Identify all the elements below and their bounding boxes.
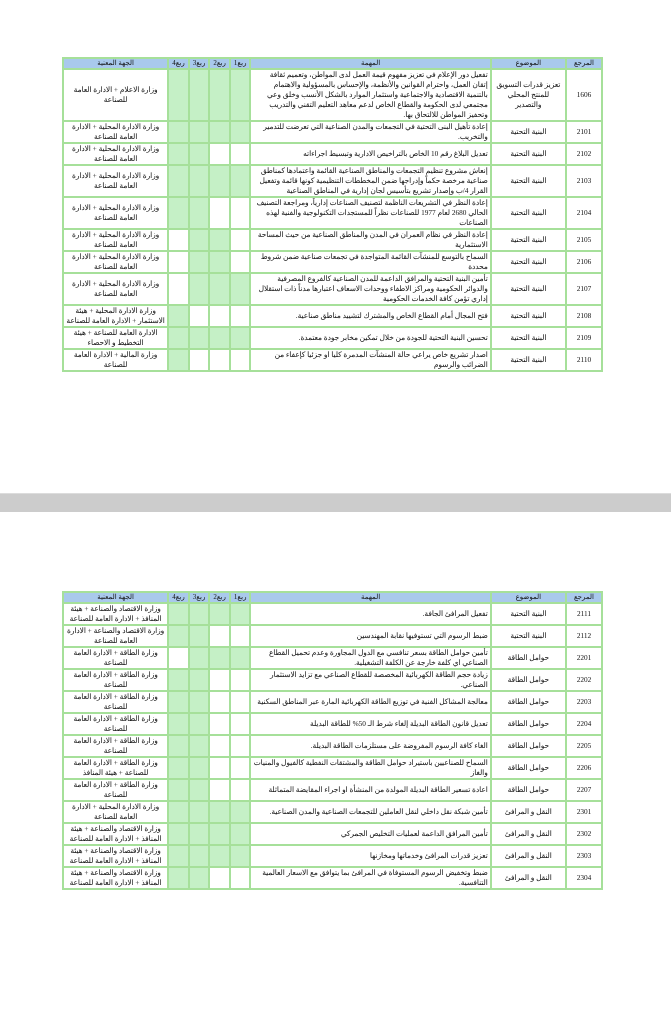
header-task: المهمة [251, 593, 489, 602]
quarter-cell-q4-empty [169, 274, 188, 304]
table-row [64, 868, 601, 888]
row-task: تأمين شبكة نقل داخلي لنقل العاملين للتجمعات الصناعية والمدن الصناعية. [251, 802, 489, 822]
row-task: السماح للصناعيين باستيراد حوامل الطاقة والمشتقات النفطية كالفيول والمنيات والغاز [251, 758, 489, 778]
row-responsible-agency: وزارة الادارة المحلية + الادارة العامة للصناعة [64, 198, 167, 228]
row-responsible-agency: وزارة المالية + الادارة العامة للصناعة [64, 350, 167, 370]
quarter-cell-q3-scheduled [190, 626, 209, 646]
row-ref-number: 2102 [567, 144, 601, 164]
quarter-cell-q2-scheduled [210, 328, 229, 348]
page-separator [0, 493, 671, 512]
row-ref-number: 2112 [567, 626, 601, 646]
row-ref-number: 2107 [567, 274, 601, 304]
row-responsible-agency: وزارة الطاقة + الادارة العامة للصناعة [64, 736, 167, 756]
row-responsible-agency: وزارة الاقتصاد والصناعة + هيئة المنافذ + الادارة العامة للصناعة [64, 604, 167, 624]
quarter-cell-q2-empty [210, 868, 229, 888]
quarter-cell-q2-scheduled [210, 274, 229, 304]
document-page-2 [0, 512, 671, 1024]
row-ref-number: 2103 [567, 166, 601, 196]
quarter-cell-q1-empty [231, 230, 250, 250]
row-task: إعادة النظر في التشريعات الناظمة لتصنيف الصناعات إدارياً، ومراجعة التصنيف الحالي 2680 لعام 1977 للصناعات نظراً للمستجدات التكنولوجية والفنية لهذه الصناعات [251, 198, 489, 228]
row-ref-number: 2207 [567, 780, 601, 800]
row-task: ضبط الرسوم التي تستوفيها نقابة المهندسين [251, 626, 489, 646]
quarter-cell-q4-scheduled [169, 350, 188, 370]
row-ref-number: 2108 [567, 306, 601, 326]
quarter-cell-q3-scheduled [190, 198, 209, 228]
header-ref: المرجع [567, 59, 601, 68]
quarter-cell-q3-empty [190, 306, 209, 326]
quarter-cell-q1-scheduled [231, 802, 250, 822]
row-ref-number: 2301 [567, 802, 601, 822]
header-q1: ربع1 [231, 593, 250, 602]
quarter-cell-q1-empty [231, 692, 250, 712]
row-responsible-agency: وزارة الاعلام + الادارة العامة للصناعة [64, 70, 167, 120]
row-responsible-agency: وزارة الطاقة + الادارة العامة للصناعة [64, 780, 167, 800]
quarter-cell-q2-scheduled [210, 824, 229, 844]
row-topic: البنية التحتية [492, 166, 565, 196]
row-task: تعديل البلاغ رقم 10 الخاص بالتراخيص الادارية وتبسيط اجراءاته [251, 144, 489, 164]
quarter-cell-q1-empty [231, 626, 250, 646]
row-responsible-agency: وزارة الطاقة + الادارة العامة للصناعة [64, 670, 167, 690]
row-responsible-agency: وزارة الادارة المحلية + الادارة العامة للصناعة [64, 230, 167, 250]
table-row [64, 70, 601, 120]
table-header-row [64, 59, 601, 68]
quarter-cell-q2-scheduled [210, 166, 229, 196]
quarter-cell-q2-empty [210, 350, 229, 370]
row-topic: البنية التحتية [492, 122, 565, 142]
row-ref-number: 1606 [567, 70, 601, 120]
header-q4: ربع4 [169, 593, 188, 602]
row-ref-number: 2302 [567, 824, 601, 844]
table-row [64, 626, 601, 646]
table-row [64, 692, 601, 712]
table-row [64, 846, 601, 866]
quarter-cell-q3-scheduled [190, 714, 209, 734]
row-topic: حوامل الطاقة [492, 736, 565, 756]
quarter-cell-q3-scheduled [190, 824, 209, 844]
row-responsible-agency: وزارة الادارة المحلية + الادارة العامة للصناعة [64, 802, 167, 822]
header-q1: ربع1 [231, 59, 250, 68]
row-topic: البنية التحتية [492, 144, 565, 164]
row-task: تأمين حوامل الطاقة بسعر تنافسي مع الدول المجاورة وعدم تحميل القطاع الصناعي اي كلفة خارجة عن الكلفة التشغيلية. [251, 648, 489, 668]
row-topic: البنية التحتية [492, 604, 565, 624]
quarter-cell-q2-scheduled [210, 122, 229, 142]
header-topic: الموضوع [492, 593, 565, 602]
table-row [64, 780, 601, 800]
quarter-cell-q2-scheduled [210, 604, 229, 624]
quarter-cell-q4-scheduled [169, 758, 188, 778]
row-responsible-agency: وزارة الطاقة + الادارة العامة للصناعة [64, 714, 167, 734]
quarter-cell-q3-scheduled [190, 670, 209, 690]
row-topic: حوامل الطاقة [492, 758, 565, 778]
row-ref-number: 2203 [567, 692, 601, 712]
row-responsible-agency: وزارة الادارة المحلية + الادارة العامة للصناعة [64, 274, 167, 304]
header-agency: الجهة المعنية [64, 593, 167, 602]
row-topic: حوامل الطاقة [492, 714, 565, 734]
quarter-cell-q2-empty [210, 692, 229, 712]
quarter-cell-q3-scheduled [190, 736, 209, 756]
row-responsible-agency: وزارة الادارة المحلية + الادارة العامة للصناعة [64, 122, 167, 142]
row-topic: النقل و المرافئ [492, 846, 565, 866]
quarter-cell-q2-scheduled [210, 70, 229, 120]
quarter-cell-q2-scheduled [210, 846, 229, 866]
row-topic: النقل و المرافئ [492, 802, 565, 822]
row-topic: البنية التحتية [492, 306, 565, 326]
row-ref-number: 2110 [567, 350, 601, 370]
row-topic: النقل و المرافئ [492, 824, 565, 844]
table-row [64, 144, 601, 164]
row-ref-number: 2206 [567, 758, 601, 778]
table-row [64, 758, 601, 778]
row-task: الغاء كافة الرسوم المفروضة على مستلزمات الطاقة البديلة. [251, 736, 489, 756]
quarter-cell-q4-scheduled [169, 692, 188, 712]
quarter-cell-q2-empty [210, 780, 229, 800]
row-task: ضبط وتخفيض الرسوم المستوفاة في المرافئ بما يتوافق مع الاسعار العالمية التنافسية. [251, 868, 489, 888]
quarter-cell-q3-scheduled [190, 868, 209, 888]
header-q3: ربع3 [190, 59, 209, 68]
row-ref-number: 2201 [567, 648, 601, 668]
quarter-cell-q4-scheduled [169, 736, 188, 756]
header-q2: ربع2 [210, 593, 229, 602]
row-ref-number: 2106 [567, 252, 601, 272]
row-task: تفعيل دور الإعلام في تعزيز مفهوم قيمة العمل لدى المواطن، وتعميم ثقافة إتقان العمل، واحترام القوانين والأنظمة، والإحساس بالمسؤولية والاهتمام بالتنمية الاقتصادية والاجتماعية واستثمار الموارد بالشكل الأنسب وخلق وعي مجتمعي لدى الحكومة والقطاع الخاص لدعم معاهد التعليم التقني والتدريب وتحفيز المواطن للالتحاق بها. [251, 70, 489, 120]
row-ref-number: 2109 [567, 328, 601, 348]
row-responsible-agency: الادارة العامة للصناعة + هيئة التخطيط و الاحصاء [64, 328, 167, 348]
quarter-cell-q4-scheduled [169, 824, 188, 844]
header-q4: ربع4 [169, 59, 188, 68]
quarter-cell-q3-scheduled [190, 846, 209, 866]
row-ref-number: 2111 [567, 604, 601, 624]
row-responsible-agency: وزارة الادارة المحلية + الادارة العامة للصناعة [64, 252, 167, 272]
quarter-cell-q3-scheduled [190, 692, 209, 712]
quarter-cell-q1-empty [231, 868, 250, 888]
quarter-cell-q2-empty [210, 306, 229, 326]
quarter-cell-q3-scheduled [190, 604, 209, 624]
row-topic: حوامل الطاقة [492, 780, 565, 800]
row-ref-number: 2304 [567, 868, 601, 888]
quarter-cell-q4-scheduled [169, 144, 188, 164]
row-task: اعادة تسعير الطاقة البديلة المولدة من المنشأة او اجراء المقايضة المتماثلة [251, 780, 489, 800]
table-row [64, 328, 601, 348]
row-task: اصدار تشريع خاص يراعي حالة المنشآت المدمرة كليا او جزئيا كإعفاء من الضرائب والرسوم [251, 350, 489, 370]
quarter-cell-q2-scheduled [210, 252, 229, 272]
row-responsible-agency: وزارة الاقتصاد والصناعة + هيئة المنافذ + الادارة العامة للصناعة [64, 868, 167, 888]
quarter-cell-q4-empty [169, 252, 188, 272]
quarter-cell-q3-scheduled [190, 758, 209, 778]
quarter-cell-q2-scheduled [210, 230, 229, 250]
row-responsible-agency: وزارة الاقتصاد والصناعة + الادارة العامة للصناعة [64, 626, 167, 646]
table-body [64, 604, 601, 888]
quarter-cell-q4-scheduled [169, 714, 188, 734]
quarter-cell-q2-empty [210, 626, 229, 646]
row-topic: البنية التحتية [492, 274, 565, 304]
quarter-cell-q4-scheduled [169, 70, 188, 120]
row-task: تأمين المرافق الداعمة لعمليات التخليص الجمركي [251, 824, 489, 844]
quarter-cell-q1-empty [231, 714, 250, 734]
row-responsible-agency: وزارة الادارة المحلية + الادارة العامة للصناعة [64, 144, 167, 164]
quarter-cell-q2-empty [210, 736, 229, 756]
quarter-cell-q4-scheduled [169, 626, 188, 646]
header-q3: ربع3 [190, 593, 209, 602]
row-topic: حوامل الطاقة [492, 670, 565, 690]
table-row [64, 122, 601, 142]
quarter-cell-q4-scheduled [169, 780, 188, 800]
quarter-cell-q3-scheduled [190, 780, 209, 800]
row-task: إعادة تأهيل البنى التحتية في التجمعات والمدن الصناعية التي تعرضت للتدمير والتخريب. [251, 122, 489, 142]
quarter-cell-q3-empty [190, 350, 209, 370]
row-ref-number: 2204 [567, 714, 601, 734]
quarter-cell-q4-scheduled [169, 122, 188, 142]
quarter-cell-q3-scheduled [190, 144, 209, 164]
row-topic: البنية التحتية [492, 252, 565, 272]
row-topic: النقل و المرافئ [492, 868, 565, 888]
table-row [64, 604, 601, 624]
row-responsible-agency: وزارة الاقتصاد والصناعة + هيئة المنافذ + الادارة العامة للصناعة [64, 824, 167, 844]
table-header-row [64, 593, 601, 602]
row-topic: البنية التحتية [492, 350, 565, 370]
quarter-cell-q4-scheduled [169, 166, 188, 196]
quarter-cell-q1-empty [231, 144, 250, 164]
table-row [64, 802, 601, 822]
quarter-cell-q2-scheduled [210, 802, 229, 822]
quarter-cell-q3-scheduled [190, 122, 209, 142]
quarter-cell-q4-scheduled [169, 604, 188, 624]
row-ref-number: 2205 [567, 736, 601, 756]
table-row [64, 714, 601, 734]
quarter-cell-q1-empty [231, 758, 250, 778]
row-ref-number: 2101 [567, 122, 601, 142]
quarter-cell-q1-scheduled [231, 166, 250, 196]
quarter-cell-q3-scheduled [190, 252, 209, 272]
quarter-cell-q4-scheduled [169, 868, 188, 888]
quarter-cell-q1-scheduled [231, 604, 250, 624]
quarter-cell-q1-empty [231, 670, 250, 690]
row-topic: تعزيز قدرات التسويق للمنتج المحلي والتصدير [492, 70, 565, 120]
quarter-cell-q2-scheduled [210, 648, 229, 668]
row-responsible-agency: وزارة الاقتصاد والصناعة + هيئة المنافذ + الادارة العامة للصناعة [64, 846, 167, 866]
row-task: فتح المجال أمام القطاع الخاص والمشترك لتشييد مناطق صناعية. [251, 306, 489, 326]
table-row [64, 198, 601, 228]
quarter-cell-q3-scheduled [190, 166, 209, 196]
row-responsible-agency: وزارة الطاقة + الادارة العامة للصناعة [64, 648, 167, 668]
row-topic: البنية التحتية [492, 198, 565, 228]
row-responsible-agency: وزارة الطاقة + الادارة العامة للصناعة [64, 692, 167, 712]
quarter-cell-q4-scheduled [169, 306, 188, 326]
quarter-cell-q1-empty [231, 780, 250, 800]
quarter-cell-q3-scheduled [190, 328, 209, 348]
quarter-cell-q4-empty [169, 648, 188, 668]
quarter-cell-q3-scheduled [190, 648, 209, 668]
quarter-cell-q3-scheduled [190, 274, 209, 304]
table-row [64, 306, 601, 326]
quarter-cell-q2-empty [210, 144, 229, 164]
row-task: السماح بالتوسع للمنشآت القائمة المتواجدة في تجمعات صناعية ضمن شروط محددة [251, 252, 489, 272]
row-task: تعديل قانون الطاقة البديلة إلغاء شرط الـ 50% للطاقة البديلة [251, 714, 489, 734]
table-row [64, 230, 601, 250]
table-body [64, 70, 601, 370]
quarter-cell-q2-empty [210, 758, 229, 778]
quarter-cell-q4-scheduled [169, 846, 188, 866]
table-row [64, 736, 601, 756]
quarter-cell-q4-scheduled [169, 328, 188, 348]
quarter-cell-q4-scheduled [169, 198, 188, 228]
row-topic: البنية التحتية [492, 626, 565, 646]
row-topic: البنية التحتية [492, 328, 565, 348]
quarter-cell-q2-empty [210, 670, 229, 690]
row-task: إعادة النظر في نظام العمران في المدن والمناطق الصناعية من حيث المساحة الاستثمارية [251, 230, 489, 250]
quarter-cell-q1-scheduled [231, 824, 250, 844]
quarter-cell-q1-empty [231, 198, 250, 228]
row-responsible-agency: وزارة الطاقة + الادارة العامة للصناعة + هيئة المنافذ [64, 758, 167, 778]
table-row [64, 648, 601, 668]
quarter-cell-q1-empty [231, 736, 250, 756]
quarter-cell-q2-empty [210, 198, 229, 228]
quarter-cell-q3-scheduled [190, 802, 209, 822]
table-row [64, 166, 601, 196]
quarter-cell-q1-scheduled [231, 122, 250, 142]
row-task: تأمين البنية التحتية والمرافق الداعمة للمدن الصناعية كالفروع المصرفية والدوائر الحكومية ومراكز الاطفاء ووحدات الاسعاف اعتبارها مدناً ذات استقلال إداري تؤمن كافة الخدمات الحكومية [251, 274, 489, 304]
quarter-cell-q4-scheduled [169, 802, 188, 822]
action-plan-table [62, 591, 603, 890]
row-task: إنعاش مشروع تنظيم التجمعات والمناطق الصناعية القائمة واعتمادها كمناطق صناعية مرخصة حكماً وإدراجها ضمن المخططات التنظيمية كونها قائمة وتفعيل القرار 4/ب وإصدار تشريع بتأسيس لجان إدارية في المناطق الصناعية [251, 166, 489, 196]
document-page-1 [0, 0, 671, 493]
row-topic: حوامل الطاقة [492, 648, 565, 668]
quarter-cell-q1-empty [231, 252, 250, 272]
table-row [64, 274, 601, 304]
quarter-cell-q1-empty [231, 350, 250, 370]
quarter-cell-q3-scheduled [190, 230, 209, 250]
table-row [64, 350, 601, 370]
action-plan-table [62, 57, 603, 372]
row-task: معالجة المشاكل الفنية في توزيع الطاقة الكهربائية المارة عبر المناطق السكنية [251, 692, 489, 712]
header-task: المهمة [251, 59, 489, 68]
row-task: تفعيل المرافئ الجافة. [251, 604, 489, 624]
quarter-cell-q4-empty [169, 230, 188, 250]
table-row [64, 670, 601, 690]
header-q2: ربع2 [210, 59, 229, 68]
row-responsible-agency: وزارة الادارة المحلية + الادارة العامة للصناعة [64, 166, 167, 196]
quarter-cell-q1-scheduled [231, 846, 250, 866]
quarter-cell-q1-scheduled [231, 70, 250, 120]
row-ref-number: 2104 [567, 198, 601, 228]
quarter-cell-q3-scheduled [190, 70, 209, 120]
header-ref: المرجع [567, 593, 601, 602]
row-ref-number: 2303 [567, 846, 601, 866]
quarter-cell-q1-scheduled [231, 274, 250, 304]
quarter-cell-q1-scheduled [231, 648, 250, 668]
table-row [64, 252, 601, 272]
row-ref-number: 2202 [567, 670, 601, 690]
row-ref-number: 2105 [567, 230, 601, 250]
row-task: تحسين البنية التحتية للجودة من خلال تمكين مخابر جودة معتمدة. [251, 328, 489, 348]
quarter-cell-q1-empty [231, 306, 250, 326]
row-topic: البنية التحتية [492, 230, 565, 250]
row-topic: حوامل الطاقة [492, 692, 565, 712]
quarter-cell-q1-scheduled [231, 328, 250, 348]
header-agency: الجهة المعنية [64, 59, 167, 68]
table-row [64, 824, 601, 844]
header-topic: الموضوع [492, 59, 565, 68]
row-task: تعزيز قدرات المرافئ وخدماتها ومخازنها [251, 846, 489, 866]
row-responsible-agency: وزارة الادارة المحلية + هيئة الاستثمار + الادارة العامة للصناعة [64, 306, 167, 326]
quarter-cell-q2-empty [210, 714, 229, 734]
quarter-cell-q4-scheduled [169, 670, 188, 690]
row-task: زيادة حجم الطاقة الكهربائية المخصصة للقطاع الصناعي مع تزايد الاستثمار الصناعي. [251, 670, 489, 690]
